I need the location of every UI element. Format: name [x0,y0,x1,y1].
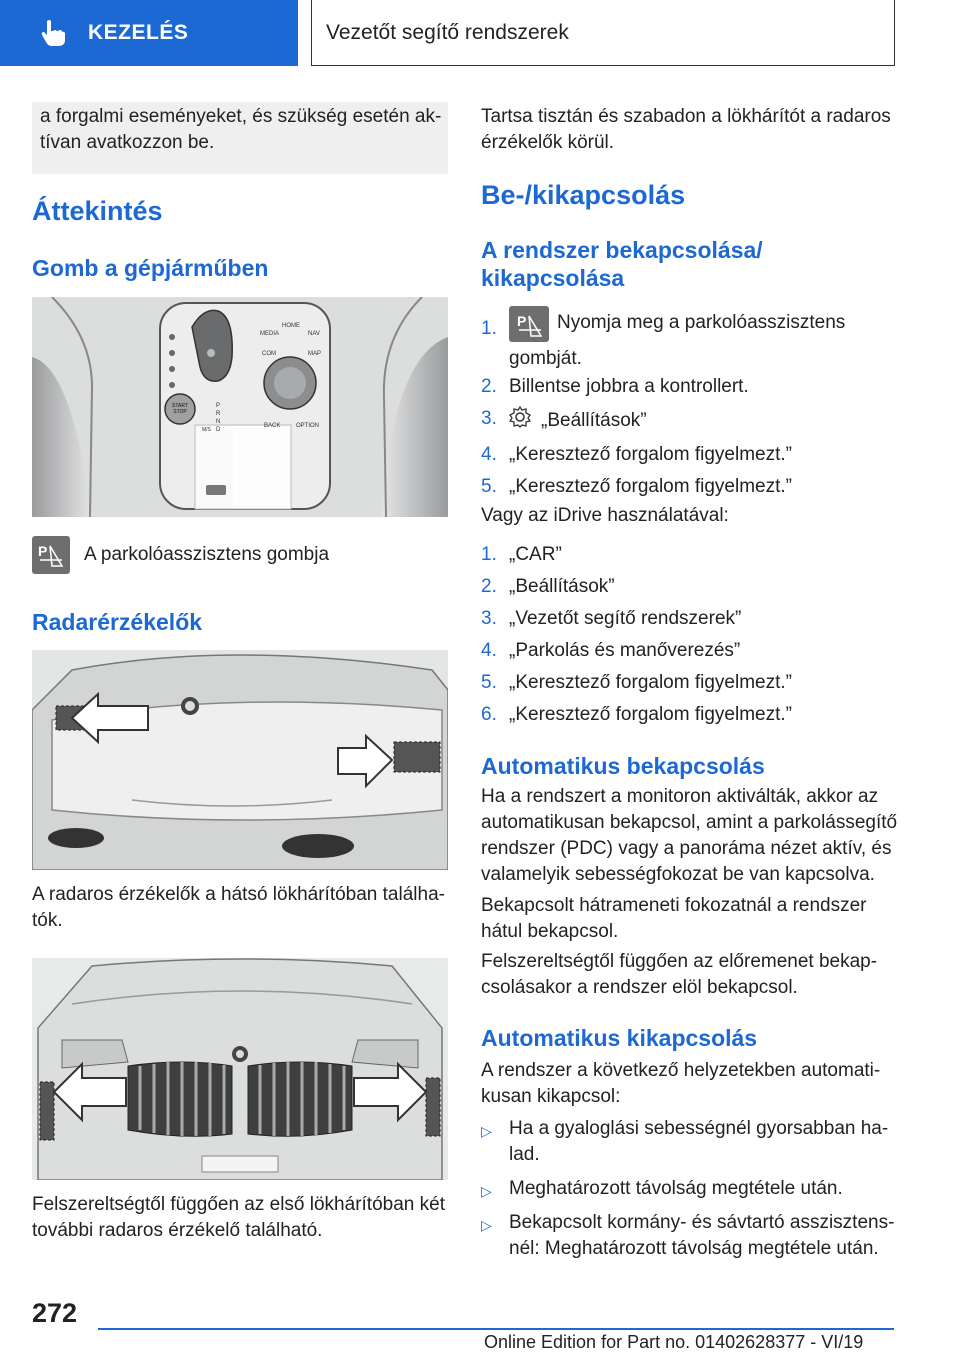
console-option: OPTION [296,423,320,429]
console-back: BACK [264,423,281,429]
steps-list [481,306,901,500]
step-number: 6. [481,704,497,725]
heading-switch-system: A rendszer bekapcsolása/ kikapcsolása [481,237,763,291]
heading-auto-on: Automatikus bekapcsolás [481,753,765,779]
step-text: „CAR” [509,544,562,565]
heading-auto-off: Automatikus kikapcsolás [481,1025,758,1051]
center-console-figure [32,297,448,517]
step-text: „Beállítások” [541,410,647,432]
rear-sensors-caption: A radaros érzékelők a hátsó lökhárítóban találhatók. [32,884,445,931]
front-bumper-figure [32,958,448,1180]
gear-r: R [216,411,221,417]
console-nav: NAV [308,331,320,337]
step-number: 2. [481,576,497,597]
step-number: 3. [481,408,497,429]
console-com: COM [262,351,276,357]
section-tab[interactable] [0,0,298,66]
gear-d: D [216,427,221,433]
console-media: MEDIA [260,331,280,337]
rear-car-illustration [32,650,448,870]
note-box: a forgalmi eseményeket, és szükség esetén aktívan avatkozzon be. [32,102,448,174]
list-item [481,474,901,500]
step-number: 1. [481,318,497,339]
park-assist-button-icon [32,536,70,574]
list-item [481,374,901,400]
start-stop-label-1: START [172,403,188,409]
step-text: „Parkolás és manőverezés” [509,640,741,661]
console-home: HOME [282,323,300,329]
button-caption-row [32,536,329,574]
front-car-illustration [32,958,448,1180]
list-item [481,1210,901,1262]
gear-ms: M/S [202,427,211,433]
edition-text: Online Edition for Part no. 01402628377 - VI/19 [484,1332,864,1352]
svg-text:P: P [38,543,48,559]
list-item [481,542,901,568]
center-console-illustration [32,297,448,517]
step-text: „Vezetőt segítő rendszerek” [509,608,742,629]
list-item [481,406,901,436]
step-number: 4. [481,444,497,465]
list-item [481,442,901,468]
idrive-intro: Vagy az iDrive használatával: [481,505,729,526]
button-caption: A parkolóasszisztens gombja [84,544,330,565]
start-stop-label-2: STOP [173,409,187,415]
heading-on-off: Be-/kikapcsolás [481,180,686,210]
step-number: 5. [481,476,497,497]
console-map: MAP [308,351,322,357]
park-assist-button-icon [509,306,549,342]
section-label: KEZELÉS [88,21,189,44]
hand-pointer-icon [38,18,68,48]
heading-button-in-car: Gomb a gépjárműben [32,255,269,281]
step-text: Nyomja meg a parkolóasszisztens gombját. [509,312,846,369]
auto-on-paragraph-3: Felszereltségtől függően az előremenet bekapcsolásakor a rendszer elöl bekapcsol. [481,951,878,998]
list-item [481,638,901,664]
list-item [481,606,901,632]
step-number: 4. [481,640,497,661]
triangle-bullet-icon: ▷ [481,1183,492,1199]
list-item [481,1176,901,1202]
intro-paragraph: Tartsa tisztán és szabadon a lökhárítót a radaros érzékelők körül. [481,106,891,153]
step-number: 2. [481,376,497,397]
heading-radar-sensors: Radarérzékelők [32,609,203,635]
bullet-text: Bekapcsolt kormány- és sávtartó asszisztensnél: Meghatározott távolság megtétele után. [509,1212,895,1259]
list-item [481,670,901,696]
list-item [481,1116,901,1168]
step-number: 5. [481,672,497,693]
step-text: „Keresztező forgalom figyelmezt.” [509,444,792,465]
step-number: 1. [481,544,497,565]
page-number: 272 [32,1298,78,1328]
auto-off-list [481,1116,901,1262]
footer-rule [98,1328,894,1330]
triangle-bullet-icon: ▷ [481,1217,492,1233]
list-item [481,574,901,600]
gear-n: N [216,419,221,425]
rear-bumper-figure [32,650,448,870]
bullet-text: Ha a gyaloglási sebességnél gyorsabban halad. [509,1118,889,1165]
bullet-text: Meghatározott távolság megtétele után. [509,1178,843,1199]
step-number: 3. [481,608,497,629]
front-sensors-caption: Felszereltségtől függően az első lökhárítóban két további radaros érzékelő található. [32,1194,445,1241]
triangle-bullet-icon: ▷ [481,1123,492,1139]
heading-overview: Áttekintés [32,196,163,226]
chapter-title: Vezetőt segítő rendszerek [311,0,895,66]
auto-on-paragraph-1: Ha a rendszert a monitoron aktiválták, akkor az automatikusan bekapcsol, amint a parkolássegítő rendszer (PDC) vagy a panoráma nézet aktív, és valamelyik sebességfokozat be van kapcsolva. [481,786,898,885]
idrive-steps-list [481,542,901,728]
step-text: „Keresztező forgalom figyelmezt.” [509,672,792,693]
auto-off-intro: A rendszer a következő helyzetekben automatikusan kikapcsol: [481,1060,881,1107]
list-item [481,306,901,368]
list-item [481,702,901,728]
auto-on-paragraph-2: Bekapcsolt hátrameneti fokozatnál a rendszer hátul bekapcsol. [481,895,867,942]
svg-text:P: P [517,313,527,329]
step-text: „Keresztező forgalom figyelmezt.” [509,476,792,497]
step-text: „Keresztező forgalom figyelmezt.” [509,704,792,725]
gear-icon [509,406,531,436]
gear-p: P [216,403,221,409]
step-text: „Beállítások” [509,576,615,597]
step-text: Billentse jobbra a kontrollert. [509,376,749,397]
